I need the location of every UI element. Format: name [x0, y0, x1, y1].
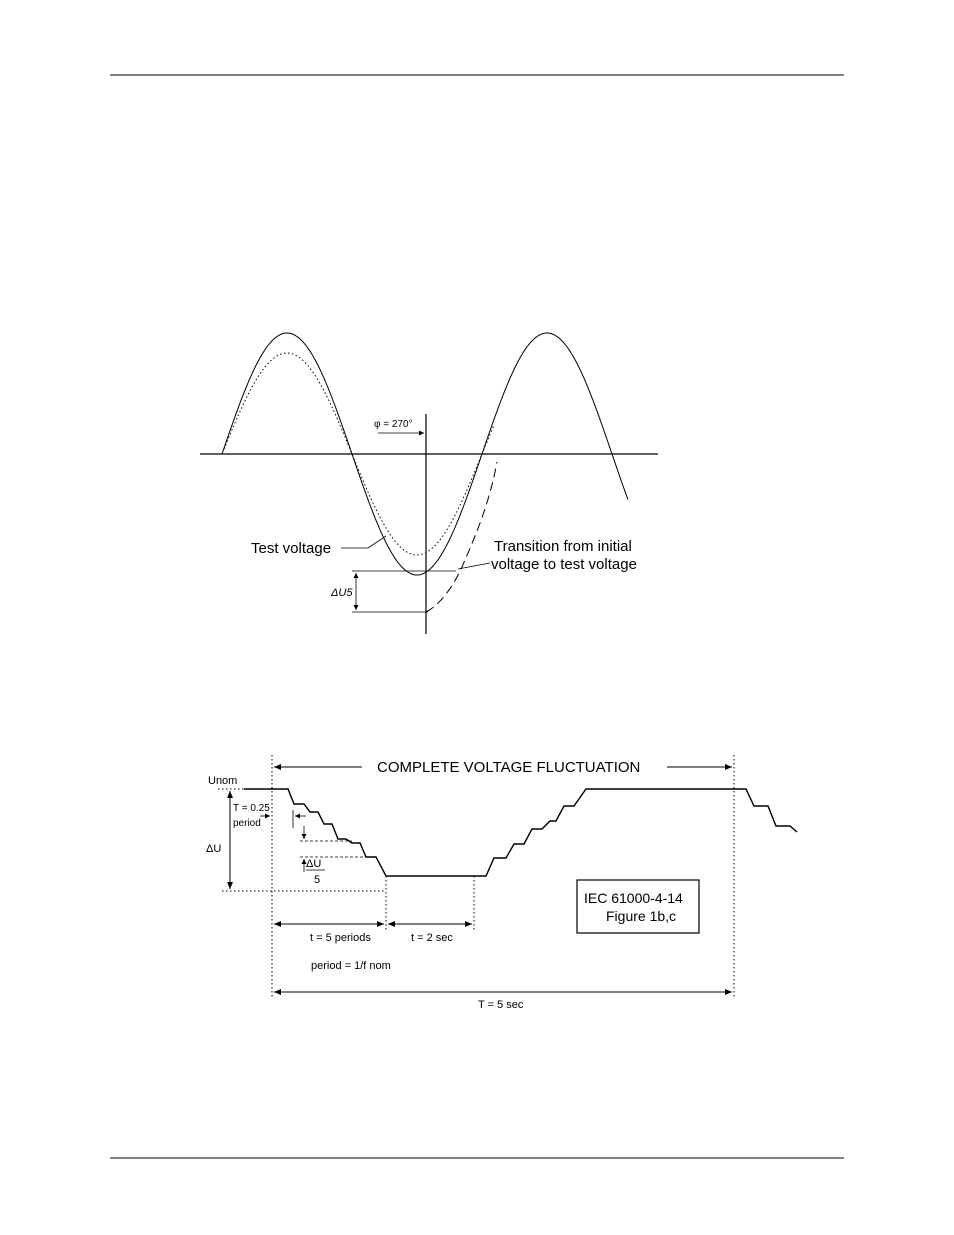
figure-b-fluctuation — [206, 755, 797, 1011]
figure-a-waveform — [200, 333, 658, 634]
fluctuation-waveform — [244, 789, 797, 876]
delta-u-fraction-num: ΔU — [306, 858, 322, 870]
t-2sec-label: t = 2 sec — [411, 932, 453, 944]
period-formula: period = 1/f nom — [311, 960, 391, 972]
phase-label: φ = 270° — [374, 419, 413, 430]
iec-box — [577, 880, 699, 933]
delta-label: ΔU5 — [331, 587, 353, 599]
unom-label: Unom — [208, 775, 238, 787]
transition-label-line2: voltage to test voltage — [491, 556, 637, 573]
t-total-label: T = 5 sec — [478, 999, 524, 1011]
transition-curve — [426, 462, 497, 612]
test-voltage-leader-2 — [368, 536, 386, 548]
t-quarter-label-line1: T = 0.25 — [233, 803, 270, 814]
test-voltage-label: Test voltage — [251, 540, 332, 557]
fluctuation-title: COMPLETE VOLTAGE FLUCTUATION — [377, 759, 641, 776]
delta-u-fraction-den: 5 — [314, 874, 321, 886]
t-periods-label: t = 5 periods — [310, 932, 371, 944]
iec-standard: IEC 61000-4-14 — [584, 890, 683, 906]
transition-label-line1: Transition from initial — [494, 538, 632, 555]
delta-u-label: ΔU — [206, 843, 222, 855]
iec-figure: Figure 1b,c — [606, 908, 677, 924]
t-quarter-label-line2: period — [233, 818, 261, 829]
